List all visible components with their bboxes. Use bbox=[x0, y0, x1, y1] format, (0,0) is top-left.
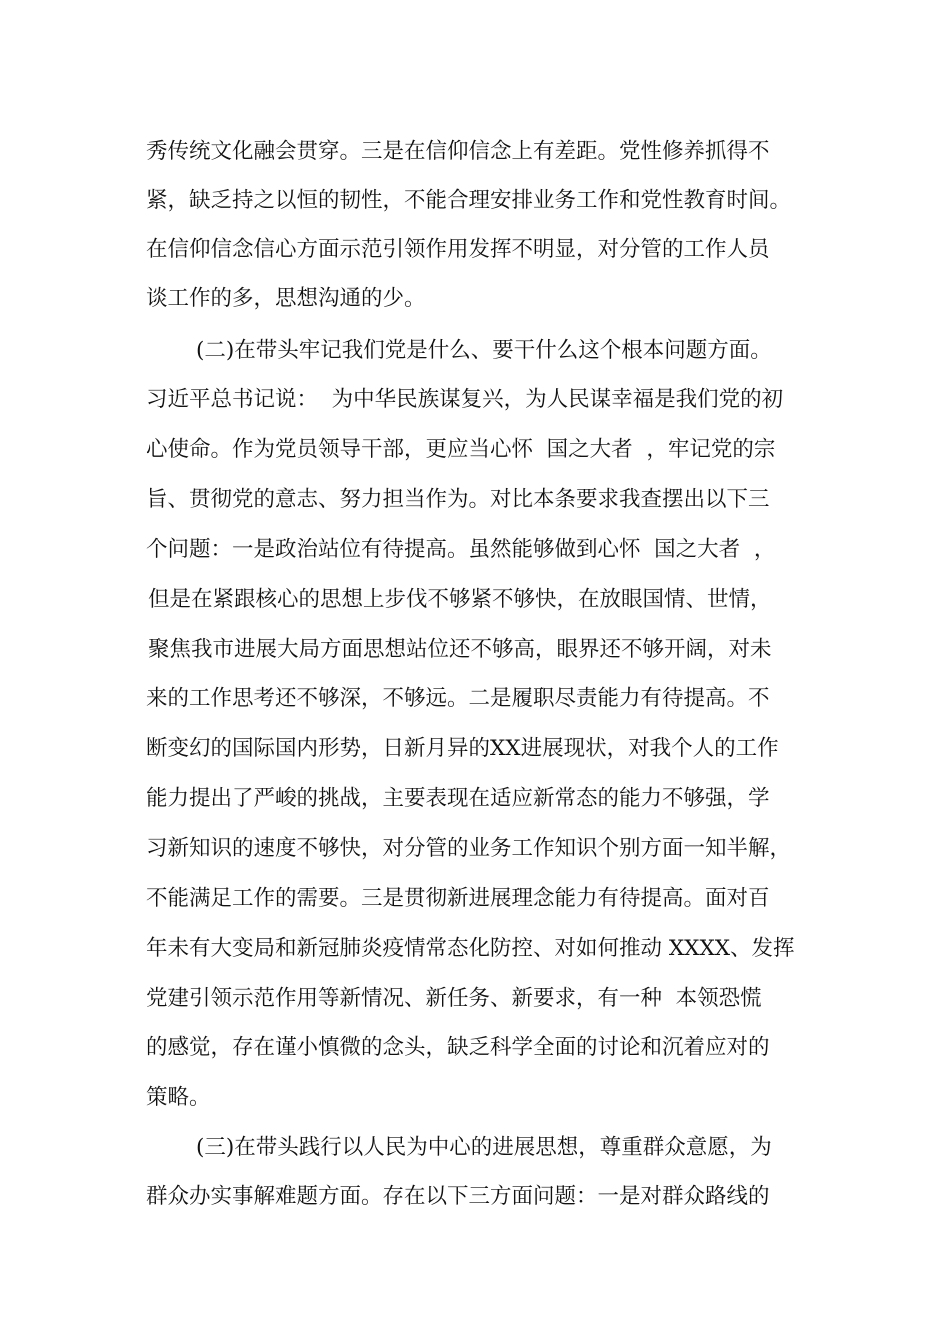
section-heading-2: (二)在带头牢记我们党是什么、要干什么这个根本问题方面。 bbox=[196, 338, 772, 363]
text-line-4: 谈工作的多，思想沟通的少。 bbox=[146, 286, 426, 311]
text-line-11: 聚焦我市进展大局方面思想站位还不够高，眼界还不够开阔，对未 bbox=[148, 637, 772, 662]
text-line-9: 个问题：一是政治站位有待提高。虽然能够做到心怀 国之大者 ， bbox=[146, 537, 776, 562]
text-line-3: 在信仰信念信心方面示范引领作用发挥不明显，对分管的工作人员 bbox=[146, 237, 770, 262]
text-line-17: 年未有大变局和新冠肺炎疫情常态化防控、对如何推动 XXXX、发挥 bbox=[146, 936, 795, 961]
text-line-7: 心使命。作为党员领导干部，更应当心怀 国之大者 ，牢记党的宗 bbox=[146, 437, 776, 462]
text-line-19: 的感觉，存在谨小慎微的念头，缺乏科学全面的讨论和沉着应对的 bbox=[146, 1035, 770, 1060]
text-line-22: 群众办实事解难题方面。存在以下三方面问题：一是对群众路线的 bbox=[146, 1184, 770, 1209]
section-heading-3: (三)在带头践行以人民为中心的进展思想，尊重群众意愿，为 bbox=[196, 1135, 772, 1160]
text-line-2: 紧，缺乏持之以恒的韧性，不能合理安排业务工作和党性教育时间。 bbox=[146, 188, 792, 213]
text-line-15: 习新知识的速度不够快，对分管的业务工作知识个别方面一知半解， bbox=[146, 836, 792, 861]
text-line-18: 党建引领示范作用等新情况、新任务、新要求，有一种 本领恐慌 bbox=[146, 986, 762, 1011]
text-line-14: 能力提出了严峻的挑战，主要表现在适应新常态的能力不够强，学 bbox=[146, 786, 770, 811]
text-line-8: 旨、贯彻党的意志、努力担当作为。对比本条要求我查摆出以下三 bbox=[146, 487, 770, 512]
text-line-1: 秀传统文化融会贯穿。三是在信仰信念上有差距。党性修养抓得不 bbox=[146, 139, 770, 164]
text-line-13: 断变幻的国际国内形势，日新月异的XX进展现状，对我个人的工作 bbox=[146, 736, 779, 761]
text-line-16: 不能满足工作的需要。三是贯彻新进展理念能力有待提高。面对百 bbox=[146, 886, 770, 911]
text-line-6: 习近平总书记说： 为中华民族谋复兴，为人民谋幸福是我们党的初 bbox=[146, 387, 784, 412]
text-line-20: 策略。 bbox=[146, 1085, 211, 1110]
text-line-10: 但是在紧跟核心的思想上步伐不够紧不够快，在放眼国情、世情， bbox=[148, 587, 772, 612]
text-line-12: 来的工作思考还不够深，不够远。二是履职尽责能力有待提高。不 bbox=[146, 686, 770, 711]
